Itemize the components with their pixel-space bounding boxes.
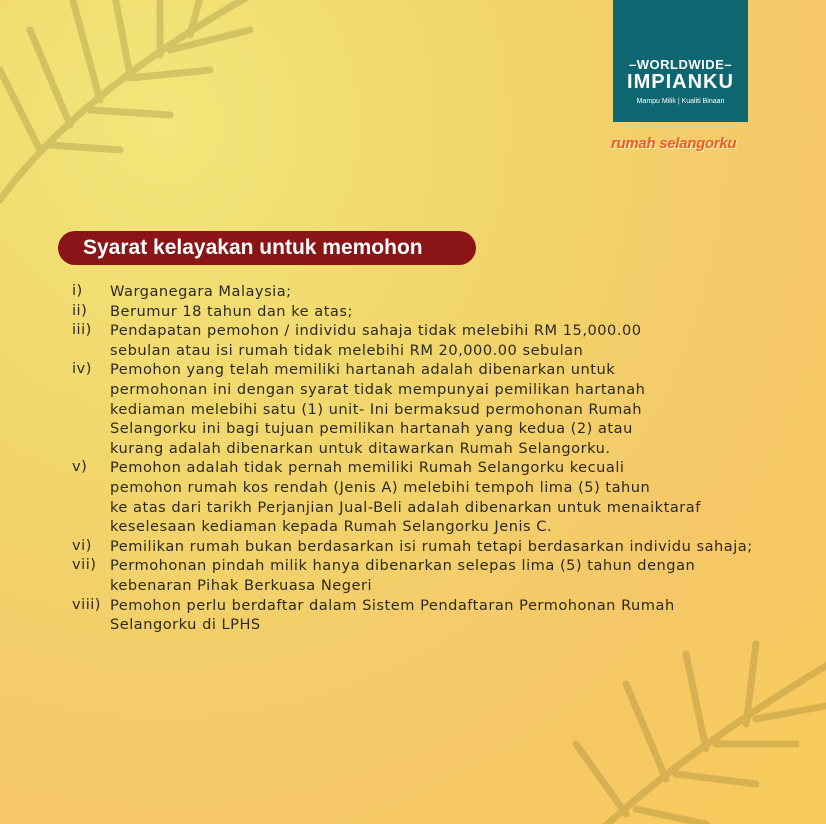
list-item-text: [110, 321, 642, 360]
list-item-line: kebenaran Pihak Berkuasa Negeri: [110, 576, 373, 594]
list-item-line: Pemohon adalah tidak pernah memiliki Rumah Selangorku kecuali: [110, 459, 625, 477]
list-item: [72, 282, 753, 302]
requirements-list: [72, 282, 753, 635]
list-item-line: permohonan ini dengan syarat tidak mempunyai pemilikan hartanah: [110, 380, 646, 398]
list-item-line: sebulan atau isi rumah tidak melebihi RM 20,000.00 sebulan: [110, 341, 584, 359]
list-item: [72, 302, 753, 322]
list-item-line: pemohon rumah kos rendah (Jenis A) melebihi tempoh lima (5) tahun: [110, 478, 651, 496]
list-item: [72, 360, 753, 458]
list-item-line: Berumur 18 tahun dan ke atas;: [110, 302, 353, 320]
list-item-number: ii): [72, 301, 88, 319]
list-item-text: [110, 282, 292, 302]
list-item-number: i): [72, 282, 83, 299]
section-heading: Syarat kelayakan untuk memohon: [58, 231, 476, 265]
list-item-text: [110, 302, 353, 322]
list-item-number: iv): [72, 360, 92, 378]
list-item-number: vii): [72, 556, 97, 574]
list-item-text: [110, 596, 675, 635]
list-item-number: viii): [72, 595, 101, 613]
rumah-selangorku-logo: rumah selangorku: [611, 135, 737, 152]
list-item-number: vi): [72, 536, 92, 554]
list-item-text: [110, 458, 701, 536]
list-item: [72, 321, 753, 360]
list-item-line: Pendapatan pemohon / individu sahaja tidak melebihi RM 15,000.00: [110, 322, 642, 340]
list-item-line: ke atas dari tarikh Perjanjian Jual-Beli adalah dibenarkan untuk menaiktaraf: [110, 498, 701, 516]
list-item-line: Warganegara Malaysia;: [110, 283, 292, 300]
brand-top-text: –WORLDWIDE–: [629, 57, 732, 72]
palm-leaf-decoration: [0, 0, 280, 210]
list-item: [72, 537, 753, 557]
brand-main-text: IMPIANKU: [627, 71, 734, 93]
list-item-line: kurang adalah dibenarkan untuk ditawarkan Rumah Selangorku.: [110, 439, 611, 457]
list-item-line: kediaman melebihi satu (1) unit- Ini bermaksud permohonan Rumah: [110, 400, 642, 418]
list-item-line: Pemohon perlu berdaftar dalam Sistem Pendaftaran Permohonan Rumah: [110, 596, 675, 614]
list-item-line: Selangorku di LPHS: [110, 616, 261, 634]
brand-tagline: Mampu Milik | Kualiti Binaan: [636, 98, 725, 105]
list-item-line: keselesaan kediaman kepada Rumah Selangorku Jenis C.: [110, 518, 553, 536]
worldwide-impianku-logo: [613, 0, 748, 122]
list-item-line: Pemohon yang telah memiliki hartanah adalah dibenarkan untuk: [110, 361, 616, 379]
list-item: [72, 596, 753, 635]
list-item: [72, 556, 753, 595]
list-item-text: [110, 360, 645, 458]
list-item: [72, 458, 753, 536]
list-item-number: v): [72, 458, 88, 476]
list-item-text: [110, 537, 753, 557]
list-item-number: iii): [72, 321, 92, 339]
list-item-line: Pemilikan rumah bukan berdasarkan isi rumah tetapi berdasarkan individu sahaja;: [110, 537, 753, 555]
palm-leaf-decoration: [556, 634, 826, 824]
list-item-line: Permohonan pindah milik hanya dibenarkan selepas lima (5) tahun dengan: [110, 557, 696, 575]
list-item-text: [110, 556, 695, 595]
list-item-line: Selangorku ini bagi tujuan pemilikan hartanah yang kedua (2) atau: [110, 420, 633, 438]
